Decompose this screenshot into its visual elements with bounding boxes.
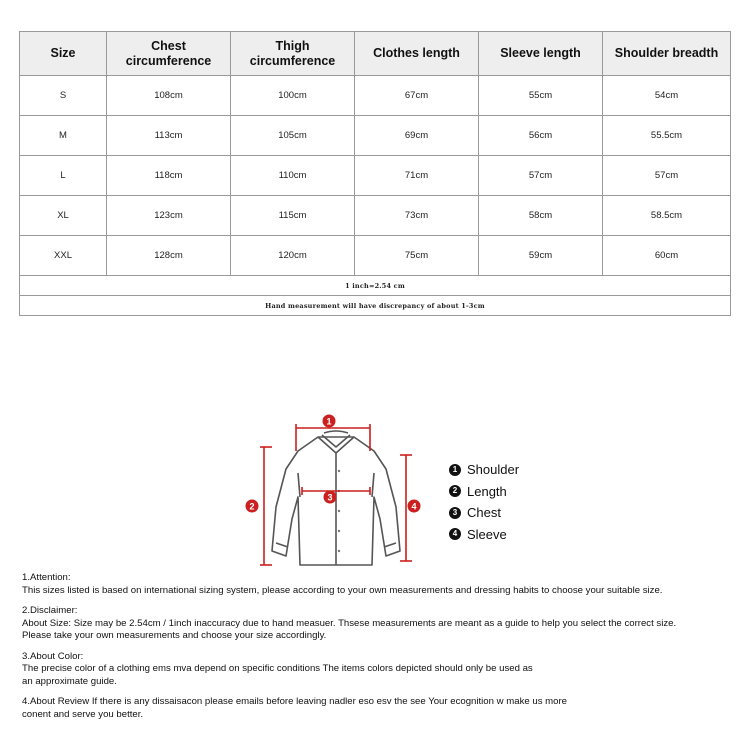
table-cell: 57cm <box>479 156 603 196</box>
table-cell: 54cm <box>603 76 731 116</box>
table-header-row <box>20 32 731 76</box>
header-clothes-length: Clothes length <box>355 32 479 76</box>
notes-section <box>22 572 744 729</box>
table-cell: 128cm <box>107 236 231 276</box>
table-cell: 108cm <box>107 76 231 116</box>
table-cell: 56cm <box>479 116 603 156</box>
header-chest: Chest circumference <box>107 32 231 76</box>
measurement-diagram <box>240 411 430 576</box>
table-cell: 75cm <box>355 236 479 276</box>
table-cell: 69cm <box>355 116 479 156</box>
table-cell: 67cm <box>355 76 479 116</box>
note-line: an approximate guide. <box>22 675 117 687</box>
table-cell: 113cm <box>107 116 231 156</box>
legend-number-1: 1 <box>449 464 461 476</box>
shirt-diagram <box>240 411 430 576</box>
measurement-legend <box>449 459 589 545</box>
table-cell: M <box>20 116 107 156</box>
table-cell: 59cm <box>479 236 603 276</box>
marker-2 <box>246 500 259 513</box>
legend-number-3: 3 <box>449 507 461 519</box>
conversion-note: 1 inch=2.54 cm <box>20 276 731 296</box>
legend-item-shoulder <box>449 459 589 481</box>
marker-3 <box>324 491 337 504</box>
legend-item-length <box>449 481 589 503</box>
note-line: Please take your own measurements and choose your size accordingly. <box>22 630 327 641</box>
legend-item-chest <box>449 502 589 524</box>
note-title: 2.Disclaimer: <box>22 605 78 616</box>
color-note <box>22 651 744 689</box>
legend-label-chest: Chest <box>467 505 501 521</box>
note-line: About Size: Size may be 2.54cm / 1inch inaccuracy due to hand measuer. Thsese measurements are meant as a guide to help you select the correct size. <box>22 617 677 629</box>
table-row <box>20 236 731 276</box>
review-note <box>22 696 744 721</box>
disclaimer-note <box>22 605 744 643</box>
table-cell: 55.5cm <box>603 116 731 156</box>
table-cell: 71cm <box>355 156 479 196</box>
conversion-note-row <box>20 276 731 296</box>
legend-label-length: Length <box>467 483 507 499</box>
marker-1 <box>323 415 336 428</box>
table-cell: 73cm <box>355 196 479 236</box>
header-size: Size <box>20 32 107 76</box>
table-row <box>20 156 731 196</box>
svg-text:1: 1 <box>326 416 332 427</box>
svg-text:4: 4 <box>411 501 417 512</box>
table-cell: 55cm <box>479 76 603 116</box>
legend-number-4: 4 <box>449 528 461 540</box>
table-cell: 120cm <box>231 236 355 276</box>
table-cell: 57cm <box>603 156 731 196</box>
table-cell: 58.5cm <box>603 196 731 236</box>
discrepancy-note: Hand measurement will have discrepancy of about 1-3cm <box>20 296 731 316</box>
note-title: 3.About Color: <box>22 650 84 662</box>
table-cell: 60cm <box>603 236 731 276</box>
discrepancy-note-row <box>20 296 731 316</box>
note-title: 1.Attention: <box>22 572 71 583</box>
legend-item-sleeve <box>449 524 589 546</box>
legend-number-2: 2 <box>449 485 461 497</box>
header-shoulder-breadth: Shoulder breadth <box>603 32 731 76</box>
table-cell: S <box>20 76 107 116</box>
table-cell: 58cm <box>479 196 603 236</box>
note-line: The precise color of a clothing ems mva depend on specific conditions The items colors depicted should only be used as <box>22 663 533 674</box>
table-cell: XL <box>20 196 107 236</box>
marker-4 <box>408 500 421 513</box>
table-cell: 115cm <box>231 196 355 236</box>
attention-note <box>22 572 744 597</box>
table-row <box>20 116 731 156</box>
table-cell: 105cm <box>231 116 355 156</box>
table-cell: XXL <box>20 236 107 276</box>
table-cell: 100cm <box>231 76 355 116</box>
svg-text:2: 2 <box>249 501 255 512</box>
table-row <box>20 196 731 236</box>
table-cell: L <box>20 156 107 196</box>
note-line: conent and serve you better. <box>22 708 144 720</box>
legend-label-sleeve: Sleeve <box>467 526 507 542</box>
table-cell: 118cm <box>107 156 231 196</box>
header-sleeve-length: Sleeve length <box>479 32 603 76</box>
header-thigh: Thigh circumference <box>231 32 355 76</box>
table-cell: 110cm <box>231 156 355 196</box>
table-cell: 123cm <box>107 196 231 236</box>
note-title: 4.About Review If there is any dissaisacon please emails before leaving nadler eso esv the see Your ecognition w make us more <box>22 696 568 707</box>
table-row <box>20 76 731 116</box>
size-table <box>19 31 731 316</box>
note-line: This sizes listed is based on international sizing system, please according to your own measurements and dressing habits to choose your suitable size. <box>22 584 663 596</box>
svg-text:3: 3 <box>327 492 333 503</box>
legend-label-shoulder: Shoulder <box>467 462 520 478</box>
